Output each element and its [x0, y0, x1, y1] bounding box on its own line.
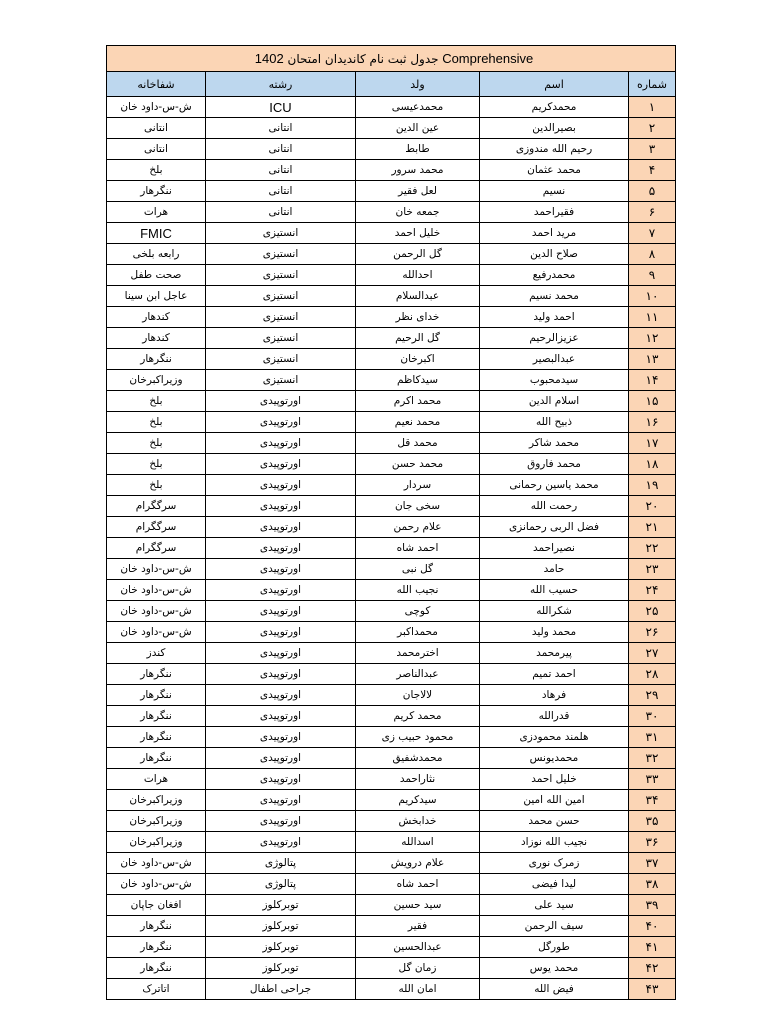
cell-hospital: ش-س-داود خان — [107, 874, 206, 895]
table-row — [107, 97, 676, 118]
cell-name: احمد ولید — [480, 307, 629, 328]
cell-number: ۱۹ — [629, 475, 676, 496]
cell-hospital: بلخ — [107, 433, 206, 454]
cell-hospital: بلخ — [107, 475, 206, 496]
cell-number: ۳۳ — [629, 769, 676, 790]
cell-father: محمد اکرم — [356, 391, 480, 412]
table-title — [107, 46, 676, 72]
table-row — [107, 958, 676, 979]
cell-father: زمان گل — [356, 958, 480, 979]
cell-hospital: بلخ — [107, 391, 206, 412]
cell-number: ۳۹ — [629, 895, 676, 916]
cell-father: محمد کریم — [356, 706, 480, 727]
cell-field: اورتوپیدی — [206, 454, 356, 475]
header-hospital: شفاخانه — [107, 72, 206, 97]
cell-number: ۶ — [629, 202, 676, 223]
cell-field: اورتوپیدی — [206, 790, 356, 811]
cell-number: ۳۲ — [629, 748, 676, 769]
cell-number: ۳۶ — [629, 832, 676, 853]
cell-father: نثاراحمد — [356, 769, 480, 790]
cell-father: محمداکبر — [356, 622, 480, 643]
cell-hospital: FMIC — [107, 223, 206, 244]
cell-hospital: ش-س-داود خان — [107, 601, 206, 622]
cell-hospital: انتانی — [107, 139, 206, 160]
cell-father: احمد شاه — [356, 874, 480, 895]
cell-hospital: ش-س-داود خان — [107, 853, 206, 874]
cell-field: اورتوپیدی — [206, 412, 356, 433]
cell-name: خلیل احمد — [480, 769, 629, 790]
cell-number: ۳۰ — [629, 706, 676, 727]
table-row — [107, 118, 676, 139]
cell-hospital: سرگگرام — [107, 496, 206, 517]
cell-name: نجیب الله نوزاد — [480, 832, 629, 853]
table-row — [107, 643, 676, 664]
cell-number: ۱۶ — [629, 412, 676, 433]
cell-father: محمد سرور — [356, 160, 480, 181]
cell-name: لیدا فیضی — [480, 874, 629, 895]
cell-field: انتانی — [206, 181, 356, 202]
cell-number: ۸ — [629, 244, 676, 265]
cell-field: انتانی — [206, 139, 356, 160]
cell-name: محمد شاکر — [480, 433, 629, 454]
cell-name: حسن محمد — [480, 811, 629, 832]
cell-name: محمدیونس — [480, 748, 629, 769]
cell-field: اورتوپیدی — [206, 559, 356, 580]
table-row — [107, 328, 676, 349]
cell-name: سیدمحبوب — [480, 370, 629, 391]
table-row — [107, 286, 676, 307]
table-row — [107, 307, 676, 328]
cell-father: گل الرحیم — [356, 328, 480, 349]
cell-name: فضل الربی رحمانزی — [480, 517, 629, 538]
cell-field: انستیزی — [206, 328, 356, 349]
cell-hospital: سرگگرام — [107, 517, 206, 538]
table-row — [107, 559, 676, 580]
cell-number: ۲۶ — [629, 622, 676, 643]
cell-name: امین الله امین — [480, 790, 629, 811]
cell-number: ۳۱ — [629, 727, 676, 748]
cell-hospital: ننگرهار — [107, 706, 206, 727]
cell-hospital: وزیراکبرخان — [107, 370, 206, 391]
cell-field: توبرکلوز — [206, 937, 356, 958]
cell-father: سید حسین — [356, 895, 480, 916]
cell-field: انتانی — [206, 202, 356, 223]
cell-father: اسدالله — [356, 832, 480, 853]
cell-father: محمدعیسی — [356, 97, 480, 118]
cell-field: اورتوپیدی — [206, 433, 356, 454]
cell-father: لعل فقیر — [356, 181, 480, 202]
cell-name: فیض الله — [480, 979, 629, 1000]
cell-field: اورتوپیدی — [206, 517, 356, 538]
cell-name: عزیزالرحیم — [480, 328, 629, 349]
cell-father: خلیل احمد — [356, 223, 480, 244]
table-row — [107, 895, 676, 916]
cell-field: انستیزی — [206, 286, 356, 307]
cell-number: ۲۵ — [629, 601, 676, 622]
cell-name: حامد — [480, 559, 629, 580]
cell-father: امان الله — [356, 979, 480, 1000]
cell-hospital: ش-س-داود خان — [107, 559, 206, 580]
cell-field: توبرکلوز — [206, 916, 356, 937]
cell-field: اورتوپیدی — [206, 643, 356, 664]
cell-father: عین الدین — [356, 118, 480, 139]
table-row — [107, 727, 676, 748]
cell-father: جمعه خان — [356, 202, 480, 223]
table-row — [107, 475, 676, 496]
cell-field: انستیزی — [206, 244, 356, 265]
cell-name: رحیم الله مندوزی — [480, 139, 629, 160]
cell-hospital: هرات — [107, 769, 206, 790]
cell-name: ذبیح الله — [480, 412, 629, 433]
cell-field: اورتوپیدی — [206, 685, 356, 706]
table-row — [107, 580, 676, 601]
cell-name: صلاح الدین — [480, 244, 629, 265]
cell-number: ۱۸ — [629, 454, 676, 475]
cell-father: طابط — [356, 139, 480, 160]
cell-name: قدرالله — [480, 706, 629, 727]
cell-field: اورتوپیدی — [206, 664, 356, 685]
cell-number: ۲۷ — [629, 643, 676, 664]
cell-father: کوچی — [356, 601, 480, 622]
cell-hospital: وزیراکبرخان — [107, 832, 206, 853]
cell-hospital: ننگرهار — [107, 958, 206, 979]
header-name: اسم — [480, 72, 629, 97]
cell-hospital: هرات — [107, 202, 206, 223]
cell-field: توبرکلوز — [206, 895, 356, 916]
cell-name: محمد عثمان — [480, 160, 629, 181]
cell-father: محمود حبیب زی — [356, 727, 480, 748]
table-row — [107, 244, 676, 265]
cell-number: ۴۰ — [629, 916, 676, 937]
cell-father: محمدشفیق — [356, 748, 480, 769]
cell-field: انستیزی — [206, 370, 356, 391]
header-row — [107, 72, 676, 97]
table-row — [107, 517, 676, 538]
cell-father: خدای نظر — [356, 307, 480, 328]
cell-name: نصیراحمد — [480, 538, 629, 559]
cell-hospital: ننگرهار — [107, 916, 206, 937]
cell-name: محمد یوس — [480, 958, 629, 979]
cell-field: اورتوپیدی — [206, 622, 356, 643]
cell-number: ۲۰ — [629, 496, 676, 517]
cell-father: علام درویش — [356, 853, 480, 874]
cell-hospital: بلخ — [107, 454, 206, 475]
table-row — [107, 622, 676, 643]
cell-father: محمد نعیم — [356, 412, 480, 433]
cell-hospital: ننگرهار — [107, 664, 206, 685]
cell-number: ۳۵ — [629, 811, 676, 832]
title-row — [107, 46, 676, 72]
cell-name: شکرالله — [480, 601, 629, 622]
table-row — [107, 496, 676, 517]
cell-field: اورتوپیدی — [206, 811, 356, 832]
cell-number: ۳۴ — [629, 790, 676, 811]
cell-field: اورتوپیدی — [206, 832, 356, 853]
cell-father: عبدالسلام — [356, 286, 480, 307]
table-row — [107, 916, 676, 937]
cell-field: اورتوپیدی — [206, 580, 356, 601]
cell-field: انستیزی — [206, 223, 356, 244]
cell-number: ۱۷ — [629, 433, 676, 454]
table-row — [107, 664, 676, 685]
cell-hospital: کندهار — [107, 307, 206, 328]
cell-name: محمد نسیم — [480, 286, 629, 307]
cell-name: محمد ولید — [480, 622, 629, 643]
cell-father: اکبرخان — [356, 349, 480, 370]
cell-number: ۳ — [629, 139, 676, 160]
cell-hospital: ش-س-داود خان — [107, 580, 206, 601]
table-row — [107, 160, 676, 181]
cell-field: انستیزی — [206, 307, 356, 328]
cell-hospital: ش-س-داود خان — [107, 622, 206, 643]
candidates-table — [106, 45, 676, 1000]
table-row — [107, 979, 676, 1000]
cell-name: بصیرالدین — [480, 118, 629, 139]
cell-field: پتالوژی — [206, 853, 356, 874]
cell-field: اورتوپیدی — [206, 391, 356, 412]
table-row — [107, 454, 676, 475]
cell-field: انستیزی — [206, 349, 356, 370]
table-row — [107, 748, 676, 769]
cell-field: توبرکلوز — [206, 958, 356, 979]
cell-number: ۱۰ — [629, 286, 676, 307]
cell-number: ۲۸ — [629, 664, 676, 685]
cell-father: عبدالحسین — [356, 937, 480, 958]
cell-field: پتالوژی — [206, 874, 356, 895]
cell-number: ۲۳ — [629, 559, 676, 580]
cell-father: سخی جان — [356, 496, 480, 517]
cell-father: محمد حسن — [356, 454, 480, 475]
cell-hospital: ننگرهار — [107, 181, 206, 202]
cell-hospital: ننگرهار — [107, 727, 206, 748]
cell-father: اخترمحمد — [356, 643, 480, 664]
cell-hospital: بلخ — [107, 160, 206, 181]
cell-number: ۴۱ — [629, 937, 676, 958]
table-row — [107, 538, 676, 559]
cell-father: گل الرحمن — [356, 244, 480, 265]
cell-hospital: ننگرهار — [107, 685, 206, 706]
cell-name: فقیراحمد — [480, 202, 629, 223]
cell-field: اورتوپیدی — [206, 727, 356, 748]
header-field: رشته — [206, 72, 356, 97]
cell-number: ۱۱ — [629, 307, 676, 328]
cell-name: محمدرفیع — [480, 265, 629, 286]
cell-field: اورتوپیدی — [206, 748, 356, 769]
cell-field: اورتوپیدی — [206, 538, 356, 559]
table-row — [107, 181, 676, 202]
cell-hospital: افغان جاپان — [107, 895, 206, 916]
table-row — [107, 433, 676, 454]
cell-number: ۳۸ — [629, 874, 676, 895]
cell-number: ۴ — [629, 160, 676, 181]
table-row — [107, 391, 676, 412]
cell-father: محمد قل — [356, 433, 480, 454]
cell-number: ۴۳ — [629, 979, 676, 1000]
header-number: شماره — [629, 72, 676, 97]
cell-name: سیف الرحمن — [480, 916, 629, 937]
cell-name: مرید احمد — [480, 223, 629, 244]
cell-number: ۱۴ — [629, 370, 676, 391]
cell-hospital: وزیراکبرخان — [107, 811, 206, 832]
cell-hospital: کندز — [107, 643, 206, 664]
cell-name: حسیب الله — [480, 580, 629, 601]
cell-hospital: سرگگرام — [107, 538, 206, 559]
cell-number: ۱۵ — [629, 391, 676, 412]
cell-name: هلمند محمودزی — [480, 727, 629, 748]
cell-number: ۲۱ — [629, 517, 676, 538]
cell-hospital: رابعه بلخی — [107, 244, 206, 265]
cell-field: انستیزی — [206, 265, 356, 286]
registration-sheet — [106, 45, 675, 1000]
table-row — [107, 769, 676, 790]
cell-father: سیدکاظم — [356, 370, 480, 391]
cell-father: گل نبی — [356, 559, 480, 580]
cell-name: احمد تمیم — [480, 664, 629, 685]
cell-hospital: اتاترک — [107, 979, 206, 1000]
cell-father: لالاجان — [356, 685, 480, 706]
cell-field: اورتوپیدی — [206, 769, 356, 790]
cell-number: ۱ — [629, 97, 676, 118]
cell-hospital: ش-س-داود خان — [107, 97, 206, 118]
table-row — [107, 853, 676, 874]
cell-field: اورتوپیدی — [206, 475, 356, 496]
cell-field: اورتوپیدی — [206, 496, 356, 517]
cell-father: سردار — [356, 475, 480, 496]
cell-name: محمدکریم — [480, 97, 629, 118]
cell-name: طورگل — [480, 937, 629, 958]
cell-number: ۲۴ — [629, 580, 676, 601]
cell-father: خدابخش — [356, 811, 480, 832]
cell-hospital: عاجل ابن سینا — [107, 286, 206, 307]
cell-name: پیرمحمد — [480, 643, 629, 664]
cell-hospital: کندهار — [107, 328, 206, 349]
cell-hospital: ننگرهار — [107, 937, 206, 958]
cell-name: عبدالبصیر — [480, 349, 629, 370]
cell-name: فرهاد — [480, 685, 629, 706]
cell-name: اسلام الدین — [480, 391, 629, 412]
table-row — [107, 139, 676, 160]
table-row — [107, 874, 676, 895]
cell-hospital: صحت طفل — [107, 265, 206, 286]
table-row — [107, 706, 676, 727]
cell-number: ۴۲ — [629, 958, 676, 979]
cell-number: ۳۷ — [629, 853, 676, 874]
cell-father: عبدالناصر — [356, 664, 480, 685]
cell-father: علام رحمن — [356, 517, 480, 538]
cell-field: ICU — [206, 97, 356, 118]
cell-field: اورتوپیدی — [206, 706, 356, 727]
header-father: ولد — [356, 72, 480, 97]
table-row — [107, 412, 676, 433]
title-persian: جدول ثبت نام کاندیدان امتحان — [287, 51, 439, 66]
table-row — [107, 937, 676, 958]
table-row — [107, 202, 676, 223]
table-row — [107, 790, 676, 811]
cell-name: رحمت الله — [480, 496, 629, 517]
cell-name: محمد فاروق — [480, 454, 629, 475]
table-row — [107, 370, 676, 391]
cell-number: ۲۲ — [629, 538, 676, 559]
cell-hospital: ننگرهار — [107, 748, 206, 769]
cell-hospital: انتانی — [107, 118, 206, 139]
cell-field: انتانی — [206, 118, 356, 139]
cell-hospital: ننگرهار — [107, 349, 206, 370]
cell-father: احدالله — [356, 265, 480, 286]
cell-number: ۲۹ — [629, 685, 676, 706]
cell-name: سید علی — [480, 895, 629, 916]
table-row — [107, 811, 676, 832]
cell-field: جراحی اطفال — [206, 979, 356, 1000]
cell-number: ۲ — [629, 118, 676, 139]
cell-father: سیدکریم — [356, 790, 480, 811]
cell-hospital: وزیراکبرخان — [107, 790, 206, 811]
cell-field: انتانی — [206, 160, 356, 181]
table-row — [107, 685, 676, 706]
cell-name: محمد یاسین رحمانی — [480, 475, 629, 496]
cell-hospital: بلخ — [107, 412, 206, 433]
table-row — [107, 349, 676, 370]
cell-name: زمرک نوری — [480, 853, 629, 874]
table-row — [107, 223, 676, 244]
cell-name: نسیم — [480, 181, 629, 202]
cell-number: ۱۲ — [629, 328, 676, 349]
table-row — [107, 265, 676, 286]
cell-father: احمد شاه — [356, 538, 480, 559]
cell-number: ۱۳ — [629, 349, 676, 370]
table-row — [107, 601, 676, 622]
table-row — [107, 832, 676, 853]
cell-number: ۹ — [629, 265, 676, 286]
cell-number: ۷ — [629, 223, 676, 244]
cell-number: ۵ — [629, 181, 676, 202]
cell-father: فقیر — [356, 916, 480, 937]
cell-father: نجیب الله — [356, 580, 480, 601]
title-english: 1402 Comprehensive — [254, 50, 534, 66]
cell-field: اورتوپیدی — [206, 601, 356, 622]
